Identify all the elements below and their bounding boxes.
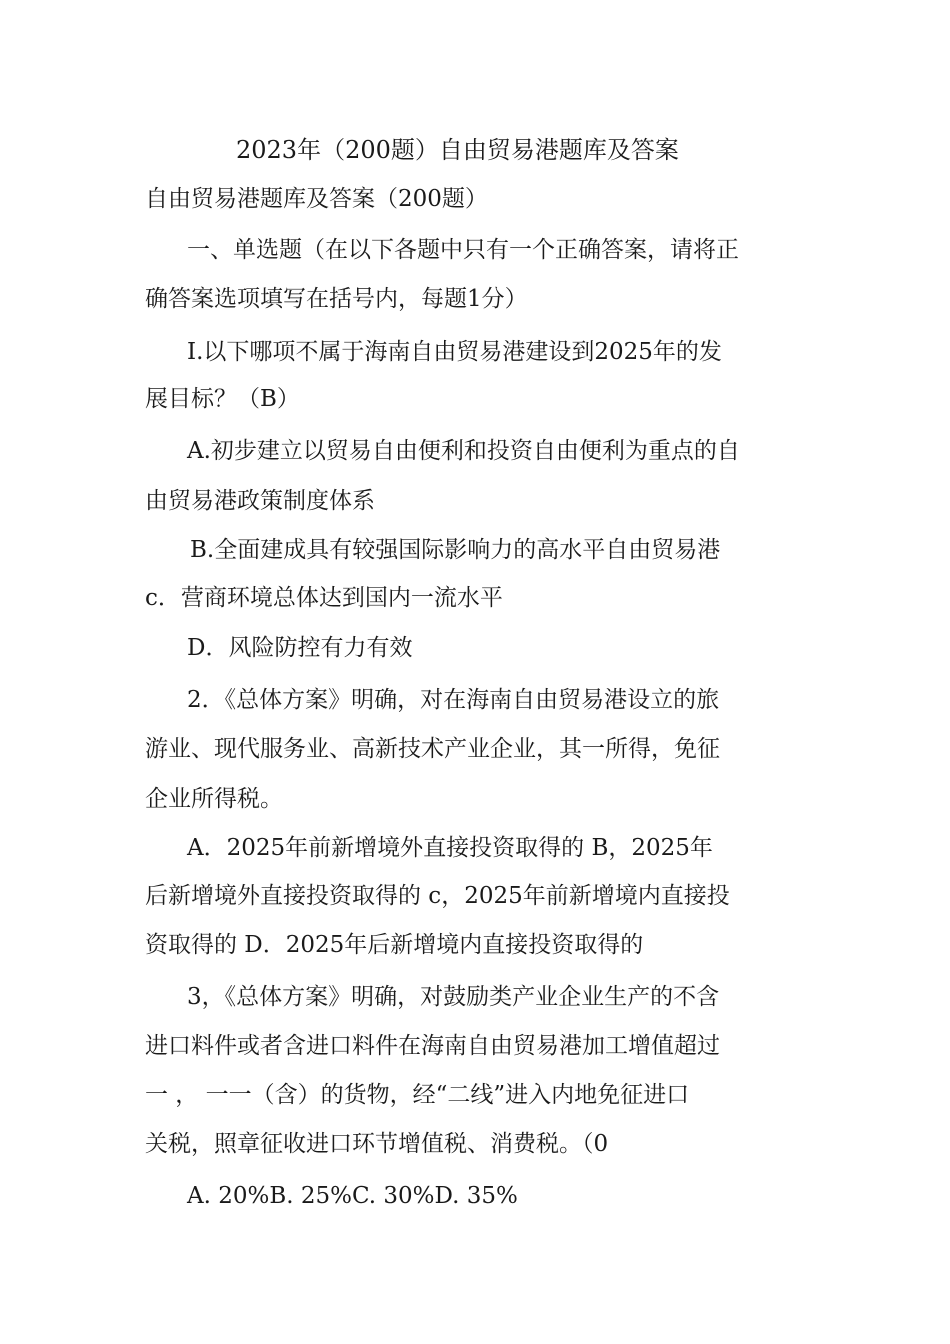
question-2-stem: 2．《总体方案》明确，对在海南自由贸易港设立的旅 bbox=[187, 687, 720, 713]
document-title: 2023年（200题）自由贸易港题库及答案 bbox=[236, 136, 679, 164]
question-1-option-c: c．营商环境总体达到国内一流水平 bbox=[145, 585, 503, 611]
question-2-stem: 企业所得税。 bbox=[145, 786, 283, 812]
question-1-option-b: B.全面建成具有较强国际影响力的高水平自由贸易港 bbox=[190, 537, 721, 563]
question-2-options: 资取得的 D．2025年后新增境内直接投资取得的 bbox=[145, 932, 644, 958]
question-1-option-d: D．风险防控有力有效 bbox=[187, 635, 413, 661]
section-heading-line: 确答案选项填写在括号内，每题1分） bbox=[145, 286, 528, 312]
question-3-stem: 进口料件或者含进口料件在海南自由贸易港加工增值超过 bbox=[145, 1033, 720, 1059]
section-heading-line: 一、单选题（在以下各题中只有一个正确答案，请将正 bbox=[187, 237, 739, 263]
question-1-stem: 展目标？（B） bbox=[145, 386, 300, 412]
question-2-stem: 游业、现代服务业、高新技术产业企业，其一所得，免征 bbox=[145, 736, 720, 762]
question-3-options: A. 20%B. 25%C. 30%D. 35% bbox=[187, 1183, 518, 1209]
question-3-stem: 3，《总体方案》明确，对鼓励类产业企业生产的不含 bbox=[187, 984, 720, 1010]
question-3-stem: 一 ， 一一（含）的货物，经“二线”进入内地免征进口 bbox=[145, 1082, 690, 1108]
document-subtitle: 自由贸易港题库及答案（200题） bbox=[145, 186, 488, 212]
question-1-option-a: 由贸易港政策制度体系 bbox=[145, 488, 375, 514]
question-3-stem: 关税，照章征收进口环节增值税、消费税。（0 bbox=[145, 1131, 609, 1157]
question-2-options: A．2025年前新增境外直接投资取得的 B，2025年 bbox=[187, 835, 713, 861]
question-2-options: 后新增境外直接投资取得的 c，2025年前新增境内直接投 bbox=[145, 883, 730, 909]
question-1-option-a: A.初步建立以贸易自由便利和投资自由便利为重点的自 bbox=[187, 438, 740, 464]
question-1-stem: I.以下哪项不属于海南自由贸易港建设到2025年的发 bbox=[187, 339, 722, 365]
